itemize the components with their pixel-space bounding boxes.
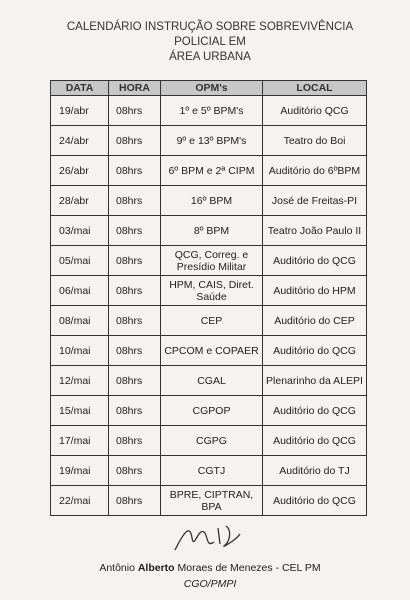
cell-local: Auditório do QCG [263,486,367,516]
cell-data: 17/mai [51,426,109,456]
cell-local: Auditório do QCG [263,246,367,276]
table-row [51,156,367,186]
cell-local: José de Freitas-PI [263,186,367,216]
cell-local: Auditório do 6ºBPM [263,156,367,186]
table-row [51,246,367,276]
title-line-1: CALENDÁRIO INSTRUÇÃO SOBRE SOBREVIVÊNCIA POLICIAL EM [66,21,354,48]
cell-hora: 08hrs [109,246,161,276]
cell-opm: CGTJ [161,456,263,486]
cell-local: Auditório QCG [263,96,367,126]
table-row [51,486,367,516]
table-row [51,126,367,156]
table-row [51,306,367,336]
schedule-table [50,80,367,516]
cell-data: 08/mai [51,306,109,336]
cell-local: Teatro João Paulo II [263,216,367,246]
cell-local: Teatro do Boi [263,126,367,156]
cell-opm: 6º BPM e 2ª CIPM [161,156,263,186]
cell-data: 19/abr [51,96,109,126]
cell-local: Auditório do TJ [263,456,367,486]
cell-hora: 08hrs [109,96,161,126]
table-row [51,426,367,456]
cell-opm: BPRE, CIPTRAN, BPA [161,486,263,516]
table-row [51,336,367,366]
cell-opm: QCG, Correg. e Presídio Militar [161,246,263,276]
cell-opm: 9º e 13º BPM's [161,126,263,156]
cell-hora: 08hrs [109,216,161,246]
cell-opm: CEP [161,306,263,336]
cell-opm: 16º BPM [161,186,263,216]
table-row [51,396,367,426]
cell-hora: 08hrs [109,426,161,456]
cell-hora: 08hrs [109,156,161,186]
signatory-name: Antônio Alberto Moraes de Menezes - CEL PM [99,562,321,574]
cell-local: Auditório do QCG [263,426,367,456]
cell-hora: 08hrs [109,126,161,156]
cell-hora: 08hrs [109,186,161,216]
cell-opm: CPCOM e COPAER [161,336,263,366]
cell-data: 05/mai [51,246,109,276]
cell-data: 15/mai [51,396,109,426]
cell-opm: 8º BPM [161,216,263,246]
header-hora: HORA [109,81,161,96]
cell-data: 28/abr [51,186,109,216]
cell-local: Auditório do QCG [263,396,367,426]
cell-opm: CGPG [161,426,263,456]
table-row [51,186,367,216]
table-row [51,96,367,126]
cell-opm: CGPOP [161,396,263,426]
table-row [51,456,367,486]
cell-local: Auditório do CEP [263,306,367,336]
table-header-row [51,81,367,96]
header-opm: OPM's [161,81,263,96]
signatory-role: CGO/PMPI [183,578,237,590]
signature-scribble [170,520,250,560]
header-local: LOCAL [263,81,367,96]
cell-hora: 08hrs [109,276,161,306]
table-row [51,366,367,396]
table-row [51,276,367,306]
table-row [51,216,367,246]
cell-local: Plenarinho da ALEPI [263,366,367,396]
cell-hora: 08hrs [109,306,161,336]
cell-data: 10/mai [51,336,109,366]
cell-hora: 08hrs [109,336,161,366]
cell-hora: 08hrs [109,366,161,396]
cell-data: 24/abr [51,126,109,156]
cell-opm: HPM, CAIS, Diret. Saúde [161,276,263,306]
cell-opm: CGAL [161,366,263,396]
header-data: DATA [51,81,109,96]
cell-data: 22/mai [51,486,109,516]
cell-hora: 08hrs [109,396,161,426]
cell-data: 26/abr [51,156,109,186]
cell-data: 12/mai [51,366,109,396]
cell-local: Auditório do QCG [263,336,367,366]
cell-opm: 1º e 5º BPM's [161,96,263,126]
cell-data: 06/mai [51,276,109,306]
cell-hora: 08hrs [109,486,161,516]
cell-local: Auditório do HPM [263,276,367,306]
cell-data: 19/mai [51,456,109,486]
cell-data: 03/mai [51,216,109,246]
cell-hora: 08hrs [109,456,161,486]
document-title [40,20,380,65]
title-line-2: ÁREA URBANA [169,51,251,63]
